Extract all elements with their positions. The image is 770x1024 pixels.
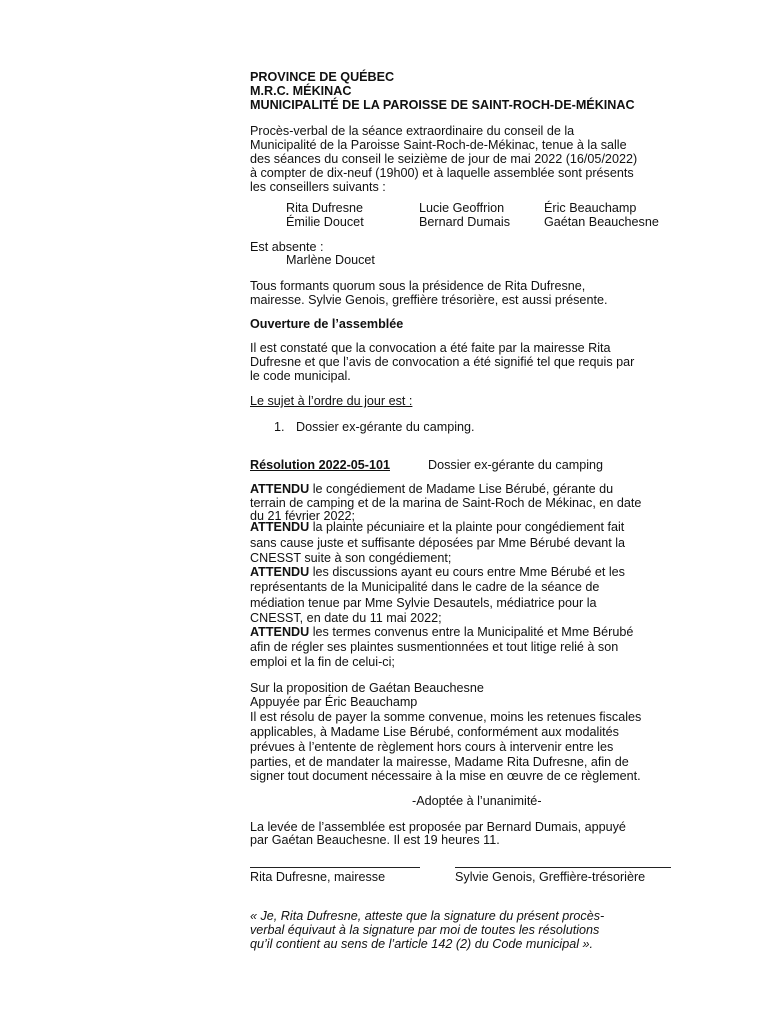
consideration-line: emploi et la fin de celui-ci; — [250, 655, 395, 669]
closing-line: par Gaétan Beauchesne. Il est 19 heures 11. — [250, 833, 500, 847]
councillor-name: Lucie Geoffrion — [419, 201, 505, 215]
signature-line-right — [455, 867, 671, 868]
signature-left-name: Rita Dufresne, mairesse — [250, 870, 386, 884]
councillor-name: Rita Dufresne — [286, 201, 363, 215]
agenda-item-text: Dossier ex-gérante du camping. — [296, 420, 475, 434]
attendu-keyword: ATTENDU — [250, 565, 310, 579]
resolved-line: signer tout document nécessaire à la mise en œuvre de ce règlement. — [250, 769, 641, 783]
consideration-line: afin de régler ses plaintes susmentionnées et tout litige relié à son — [250, 640, 619, 654]
absent-name: Marlène Doucet — [286, 253, 375, 267]
intro-line: Municipalité de la Paroisse Saint-Roch-de-Mékinac, tenue à la salle — [250, 138, 627, 152]
intro-line: des séances du conseil le seizième de jour de mai 2022 (16/05/2022) — [250, 152, 638, 166]
consideration-line: du 21 février 2022; — [250, 509, 356, 523]
councillor-name: Gaétan Beauchesne — [544, 215, 659, 229]
attendu-keyword: ATTENDU — [250, 520, 310, 534]
resolution-number: Résolution 2022-05-101 — [250, 458, 390, 472]
attestation-line: qu’il contient au sens de l’article 142 (2) du Code municipal ». — [250, 937, 594, 951]
quorum-line: mairesse. Sylvie Genois, greffière trésorière, est aussi présente. — [250, 293, 608, 307]
consideration-line: CNESST suite à son congédiement; — [250, 551, 452, 565]
opening-line: Dufresne et que l’avis de convocation a été signifié tel que requis par — [250, 355, 635, 369]
signature-line-left — [250, 867, 420, 868]
consideration-line: sans cause juste et suffisante déposées par Mme Bérubé devant la — [250, 536, 626, 550]
agenda-heading: Le sujet à l’ordre du jour est : — [250, 394, 413, 408]
resolved-line: Il est résolu de payer la somme convenue, moins les retenues fiscales — [250, 710, 642, 724]
opening-heading: Ouverture de l’assemblée — [250, 317, 404, 331]
consideration-line: CNESST, en date du 11 mai 2022; — [250, 611, 442, 625]
intro-line: à compter de dix-neuf (19h00) et à laquelle assemblée sont présents — [250, 166, 634, 180]
header-province: PROVINCE DE QUÉBEC — [250, 70, 395, 84]
resolved-line: prévues à l’entente de règlement hors cours à intervenir entre les — [250, 740, 614, 754]
councillor-name: Éric Beauchamp — [544, 201, 637, 215]
header-municipality: MUNICIPALITÉ DE LA PAROISSE DE SAINT-ROCH-DE-MÉKINAC — [250, 98, 635, 112]
opening-line: le code municipal. — [250, 369, 351, 383]
councillor-name: Bernard Dumais — [419, 215, 510, 229]
closing-line: La levée de l’assemblée est proposée par Bernard Dumais, appuyé — [250, 820, 626, 834]
councillor-name: Émilie Doucet — [286, 215, 364, 229]
attendu-keyword: ATTENDU — [250, 482, 310, 496]
proposed-by: Sur la proposition de Gaétan Beauchesne — [250, 681, 484, 695]
absent-label: Est absente : — [250, 240, 324, 254]
intro-line: Procès-verbal de la séance extraordinaire du conseil de la — [250, 124, 575, 138]
consideration-line: terrain de camping et de la marina de Saint-Roch de Mékinac, en date — [250, 496, 642, 510]
attendu-keyword: ATTENDU — [250, 625, 310, 639]
consideration-first-line: ATTENDU le congédiement de Madame Lise Bérubé, gérante du — [250, 482, 614, 496]
header-mrc: M.R.C. MÉKINAC — [250, 84, 352, 98]
quorum-line: Tous formants quorum sous la présidence de Rita Dufresne, — [250, 279, 586, 293]
opening-line: Il est constaté que la convocation a été faite par la mairesse Rita — [250, 341, 611, 355]
signature-right-name: Sylvie Genois, Greffière-trésorière — [455, 870, 646, 884]
seconded-by: Appuyée par Éric Beauchamp — [250, 695, 418, 709]
intro-line: les conseillers suivants : — [250, 180, 386, 194]
consideration-first-line: ATTENDU les discussions ayant eu cours entre Mme Bérubé et les — [250, 565, 625, 579]
consideration-first-line: ATTENDU la plainte pécuniaire et la plainte pour congédiement fait — [250, 520, 625, 534]
resolution-title: Dossier ex-gérante du camping — [428, 458, 604, 472]
consideration-line: représentants de la Municipalité dans le cadre de la séance de — [250, 580, 600, 594]
consideration-line: médiation tenue par Mme Sylvie Desautels, médiatrice pour la — [250, 596, 597, 610]
resolved-line: parties, et de mandater la mairesse, Madame Rita Dufresne, afin de — [250, 755, 629, 769]
agenda-item-number: 1. — [274, 420, 285, 434]
adopted-notice: -Adoptée à l’unanimité- — [412, 794, 542, 808]
attestation-line: « Je, Rita Dufresne, atteste que la signature du présent procès- — [250, 909, 605, 923]
attestation-line: verbal équivaut à la signature par moi de toutes les résolutions — [250, 923, 600, 937]
consideration-first-line: ATTENDU les termes convenus entre la Municipalité et Mme Bérubé — [250, 625, 634, 639]
resolved-line: applicables, à Madame Lise Bérubé, conformément aux modalités — [250, 725, 619, 739]
